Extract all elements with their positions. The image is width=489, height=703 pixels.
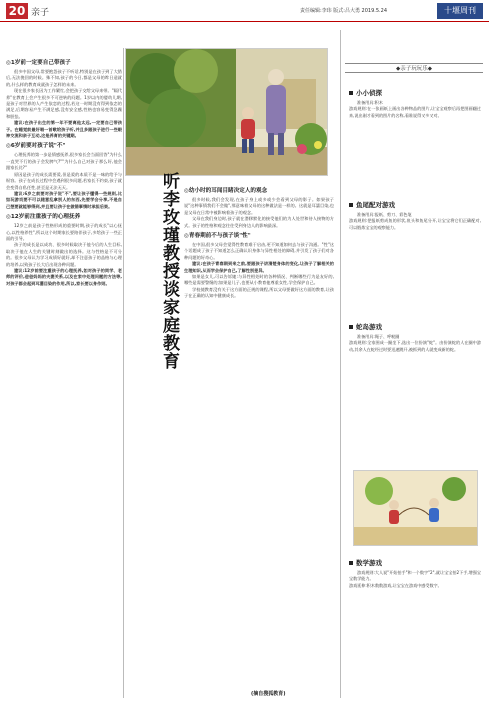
- paragraph: 建议:12岁前要注重孩子的心理抚养,如对孩子的同学、老师的评价,爸爸妈妈的夫妻关系,以及在家中处理问题的方法等,对孩子都会起到耳濡目染的作用,所以,家长要以身作则。: [6, 267, 122, 286]
- paragraph: 心理抚养的第一步是情感抚养,很多家长会当面回答"为什么一直哭不行的孩子会发脾气?""为什么自己对孩子那么好,他会跟家长比?": [6, 152, 122, 171]
- bullet-square-icon: [349, 203, 353, 207]
- game-text: 准备用具:积木 游戏规则:在一张画纸上画出各种物品的图片,让宝宝观察后再把图画翻过来,说出刚才看到的图片的名称,看谁说得又多又对。: [349, 100, 481, 118]
- game-text: 准备用具:报纸、剪刀、彩色笔 游戏规则:把报纸剪成鱼的形状,鱼头和鱼尾分开,让宝宝将它们正确配对,可以锻炼宝宝的观察能力。: [349, 212, 481, 230]
- mother-child-painting: [125, 48, 328, 176]
- section-heading: ◎青春期前不与孩子谈"性": [184, 233, 251, 240]
- page-number: 20: [6, 3, 28, 19]
- game-block: [349, 558, 481, 589]
- paragraph: 建议:6岁之前要对孩子说"不",要让孩子懂得一些规则,比如玩游戏要不可以随意乱拿别人的东西,先要学会分享,不是自己想要就能够得到,并且要让孩子在做错事情时承担后果。: [6, 190, 122, 209]
- game-block: [349, 200, 481, 231]
- section-name: 亲子: [31, 8, 50, 18]
- sidebar-games: [345, 30, 483, 698]
- game-title: 蛇岛游戏: [356, 323, 382, 331]
- paragraph: 如果是女儿,可以告诉她:与异性相处时的各种情况、判断哪些行为是友好的,哪些是需要警惕的;如果是儿子,也要从小教育他尊重女性,学会保护自己。: [184, 274, 334, 286]
- paragraph: 很多中国父母,常要抱怨孩子不听话,特别是在孩子到了大错后,无法挽回的时候。殊不知,孩子的今日,都是父母的昨日造就的,什么样的教育成就孩子怎样的未来。: [6, 69, 122, 87]
- bullet-square-icon: [349, 325, 353, 329]
- paragraph: 学校使教育没有关于这方面的正规的课程,所以父母要做好这方面的教育,让孩子在正确的认知中健康成长。: [184, 286, 334, 299]
- article-column-3: [184, 184, 334, 684]
- painting-illustration: [126, 49, 328, 176]
- paragraph: 在中国,很多父母会觉得性教育难于启齿,更不知道如何去与孩子沟通。"性"这个话题成了孩子不知道怎么正确认识身体与异性相处的障碍,并引发了孩子们对各种问题的好奇心。: [184, 242, 334, 260]
- game-heading: [349, 558, 481, 567]
- section-heading: ◎幼小时的耳闻目睹决定人的观念: [184, 188, 268, 194]
- paragraph: 12岁之前是孩子性格形成的重要时期,孩子的成长"以心抚心,以性格养性",所以这个时期家长要陪伴孩子,多给孩子一些正面的引导。: [6, 223, 122, 241]
- children-playing-illustration: [353, 470, 478, 546]
- game-title: 小小侦探: [356, 89, 382, 97]
- paragraph: 建议:在孩子青春期到来之前,要跟孩子讲清楚身体的变化,让孩子了解相关的生理知识,从而学会保护自己,了解性别差异。: [184, 261, 334, 273]
- column-divider: [123, 48, 124, 698]
- article-title: 听李玫瑾教授谈家庭教育: [159, 172, 179, 370]
- illustration: [354, 471, 478, 546]
- bullet-square-icon: [349, 91, 353, 95]
- paragraph: 现在很多家长因为工作繁忙,会把孩子交给父母来带。"隔代养"在教育上会产生很多不可逆转的问题。1岁以内的婴幼儿期,是孩子对世界的人产生依恋的过程,若这一时期没有得到依恋的满足,后期容易产生不满足感,没有安全感,性格也容易变得急躁和胆怯。: [6, 88, 122, 119]
- paragraph: 原因是孩子的成长需要爱,但是爱的本质不是一味的给予与纵容。孩子在成长过程中会遇到很多问题,若家长不约束,孩子就会变得自私任性,甚至是无法无天。: [6, 171, 122, 190]
- source-credit: (摘自搜狐教育): [251, 691, 286, 697]
- bullet-square-icon: [349, 561, 353, 565]
- game-text: 游戏规则:大人说"开始拍手"和一个数字"2",就让宝宝拍2下手,增强宝宝数学能力。 游戏延伸:积木数数游戏,让宝宝在游戏中感受数字。: [349, 570, 481, 588]
- section-heading: ◎12岁前注重孩子的心理抚养: [6, 214, 81, 221]
- game-text: 准备用具:绳子、呼啦圈 游戏规则:全家围成一圈坐下,选出一位扮演"蛇"。由扮演蛇的人在圈中游动,其余人在蛇经过时要迅速跳开,被抓到的人就变成新的蛇。: [349, 334, 481, 352]
- section-heading: ◎1岁前一定要自己带孩子: [6, 60, 71, 66]
- paragraph: 很多时候,我们会发现,在孩子身上或多或少会看到父母的影子。如果孩子说"这种事情我们不会做",那意味着父母的这种做法是一样的。这就是耳濡目染,也是父母在日常中被影响着孩子的观念。: [184, 197, 334, 215]
- column-divider: [340, 30, 341, 698]
- paragraph: 建议:在孩子出生的第一年不要离他太远,一定要自己带孩子。在睡觉前最好唱一首歌给孩子听,并且多跟孩子进行一些眼神交流和亲子互动,这是养育的关键期。: [6, 120, 122, 139]
- game-heading: [349, 322, 481, 331]
- game-title: 数学游戏: [356, 559, 382, 567]
- game-block: [349, 322, 481, 353]
- game-heading: [349, 200, 481, 209]
- article-column-1: [6, 56, 122, 698]
- paragraph: 父母在我们身边时,孩子就在潜移默化的接受他们的为人处世和待人接物的方式。孩子的性格和观念往往受到身边人的影响最深。: [184, 216, 334, 228]
- paragraph: 孩子的成长是以成功、很多时候取决于他今后的人生目标,取决于他在人生的关键时刻做出的选择。这与性格是不可分的。很多父母认为学习成绩好就好,却不注意孩子的品格与心理的培养,以致孩子长大后出现各种问题。: [6, 242, 122, 267]
- game-block: [349, 88, 481, 119]
- masthead: 十堰周刊: [437, 3, 483, 19]
- page-header: [0, 0, 489, 22]
- editor-credit: 责任编辑:李玮 版式:吕大勇 2019.5.24: [300, 8, 387, 14]
- section-heading: ◎6岁前要对孩子说"不": [6, 143, 66, 150]
- game-title: 鱼尾配对游戏: [356, 201, 395, 209]
- game-heading: [349, 88, 481, 97]
- sidebar-header: ◆亲子玩玩乐◆: [345, 63, 483, 73]
